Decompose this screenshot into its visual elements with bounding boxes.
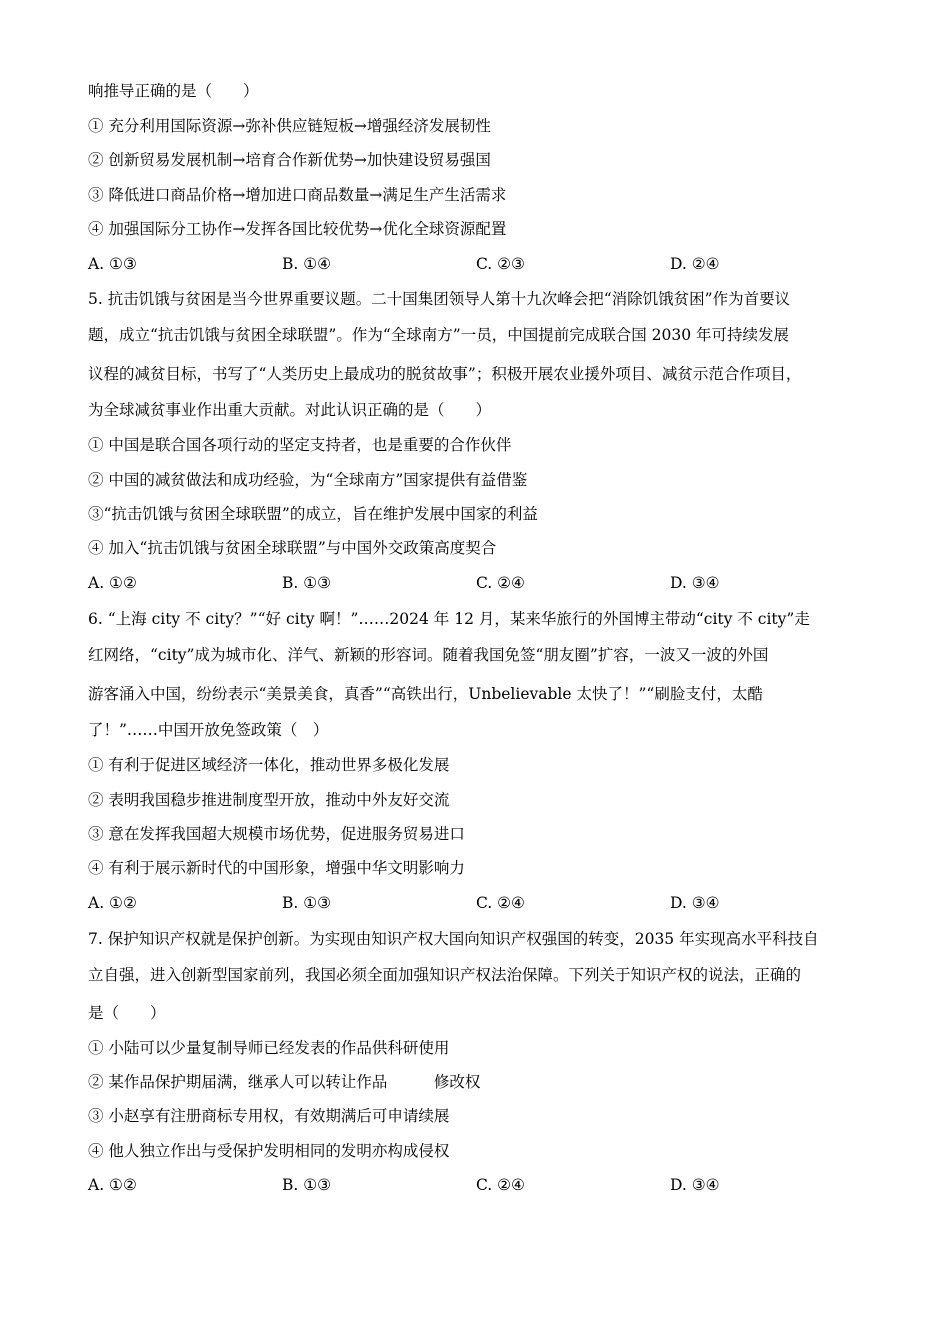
q7-item-3: ③ 小赵享有注册商标专用权，有效期满后可申请续展	[88, 1107, 450, 1125]
q7-stem-line-2: 立自强，进入创新型国家前列，我国必须全面加强知识产权法治保障。下列关于知识产权的说法，正确的	[88, 966, 802, 984]
q5-option-c[interactable]: C. ②④	[476, 574, 525, 592]
q4-stem-tail: 响推导正确的是（ ）	[88, 82, 259, 100]
q5-item-2: ② 中国的减贫做法和成功经验，为“全球南方”国家提供有益借鉴	[88, 471, 528, 489]
q6-option-b[interactable]: B. ①③	[282, 894, 332, 912]
q4-option-c[interactable]: C. ②③	[476, 255, 525, 273]
q7-item-1: ① 小陆可以少量复制导师已经发表的作品供科研使用	[88, 1039, 450, 1057]
q6-item-3: ③ 意在发挥我国超大规模市场优势，促进服务贸易进口	[88, 825, 465, 843]
q6-item-1: ① 有利于促进区域经济一体化，推动世界多极化发展	[88, 756, 450, 774]
q6-item-2: ② 表明我国稳步推进制度型开放，推动中外友好交流	[88, 791, 450, 809]
q7-option-b[interactable]: B. ①③	[282, 1176, 332, 1194]
q5-stem-line-2: 题，成立“抗击饥饿与贫困全球联盟”。作为“全球南方”一员，中国提前完成联合国 2030 年可持续发展	[88, 326, 789, 344]
q6-option-c[interactable]: C. ②④	[476, 894, 525, 912]
q6-option-d[interactable]: D. ③④	[670, 894, 720, 912]
q5-stem-line-4: 为全球减贫事业作出重大贡献。对此认识正确的是（ ）	[88, 401, 492, 419]
q6-item-4: ④ 有利于展示新时代的中国形象，增强中华文明影响力	[88, 859, 465, 877]
q5-item-3: ③“抗击饥饿与贫困全球联盟”的成立，旨在维护发展中国家的利益	[88, 505, 538, 523]
q5-stem-line-3: 议程的减贫目标，书写了“人类历史上最成功的脱贫故事”；积极开展农业援外项目、减贫示范合作项目，	[88, 365, 802, 383]
q7-item-4: ④ 他人独立作出与受保护发明相同的发明亦构成侵权	[88, 1142, 450, 1160]
q7-stem-line-1: 7. 保护知识产权就是保护创新。为实现由知识产权大国向知识产权强国的转变，2035 年实现高水平科技自	[88, 930, 819, 948]
q4-option-b[interactable]: B. ①④	[282, 255, 332, 273]
q7-item-2: ② 某作品保护期届满，继承人可以转让作品 修改权	[88, 1073, 481, 1091]
q6-stem-line-3: 游客涌入中国，纷纷表示“美景美食，真香”“高铁出行，Unbelievable 太快了！”“刷脸支付，太酷	[88, 685, 763, 703]
q4-option-a[interactable]: A. ①③	[88, 255, 137, 273]
q6-stem-line-1: 6. “上海 city 不 city？”“好 city 啊！”……2024 年 12 月，某来华旅行的外国博主带动“city 不 city”走	[88, 610, 810, 628]
q5-stem-line-1: 5. 抗击饥饿与贫困是当今世界重要议题。二十国集团领导人第十九次峰会把“消除饥饿贫困”作为首要议	[88, 290, 791, 308]
q5-option-d[interactable]: D. ③④	[670, 574, 720, 592]
q7-option-c[interactable]: C. ②④	[476, 1176, 525, 1194]
q4-item-4: ④ 加强国际分工协作→发挥各国比较优势→优化全球资源配置	[88, 220, 507, 238]
q5-option-b[interactable]: B. ①③	[282, 574, 332, 592]
q4-item-3: ③ 降低进口商品价格→增加进口商品数量→满足生产生活需求	[88, 186, 507, 204]
q6-stem-line-2: 红网络，“city”成为城市化、洋气、新颖的形容词。随着我国免签“朋友圈”扩容，一波又一波的外国	[88, 646, 769, 664]
q7-option-d[interactable]: D. ③④	[670, 1176, 720, 1194]
q7-stem-line-3: 是（ ）	[88, 1004, 166, 1022]
q4-item-1: ① 充分利用国际资源→弥补供应链短板→增强经济发展韧性	[88, 117, 491, 135]
q5-item-4: ④ 加入“抗击饥饿与贫困全球联盟”与中国外交政策高度契合	[88, 539, 497, 557]
q4-item-2: ② 创新贸易发展机制→培育合作新优势→加快建设贸易强国	[88, 151, 491, 169]
q7-option-a[interactable]: A. ①②	[88, 1176, 137, 1194]
q6-stem-line-4: 了！”……中国开放免签政策（ ）	[88, 721, 329, 739]
q6-option-a[interactable]: A. ①②	[88, 894, 137, 912]
q5-option-a[interactable]: A. ①②	[88, 574, 137, 592]
q5-item-1: ① 中国是联合国各项行动的坚定支持者，也是重要的合作伙伴	[88, 436, 512, 454]
q4-option-d[interactable]: D. ②④	[670, 255, 720, 273]
